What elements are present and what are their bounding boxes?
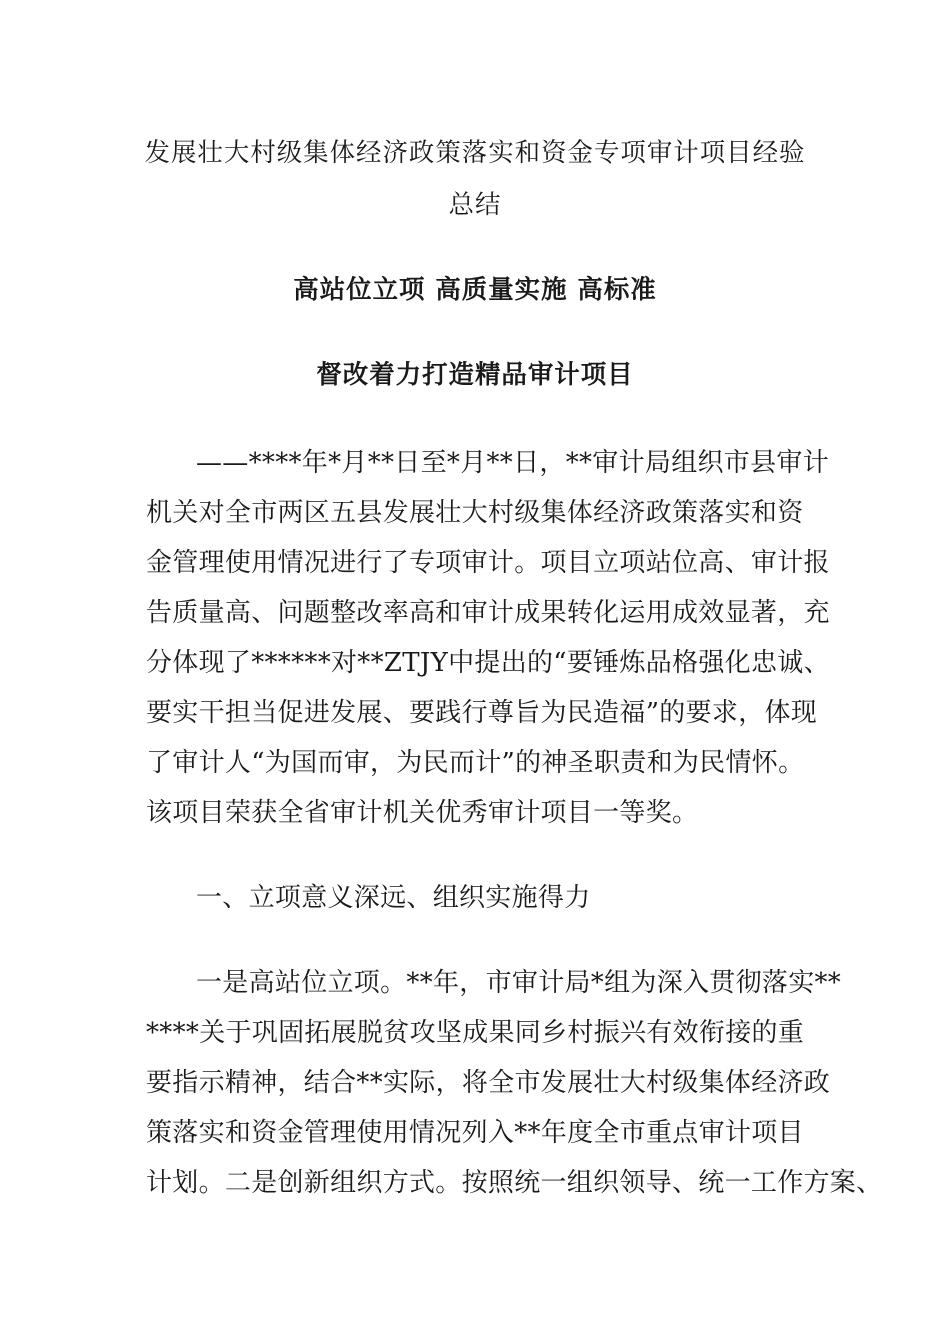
- para2-line-2: ****关于巩固拓展脱贫攻坚成果同乡村振兴有效衔接的重: [146, 1018, 805, 1048]
- document-title-line-2: 总结: [448, 190, 502, 220]
- intro-line-3: 金管理使用情况进行了专项审计。项目立项站位高、审计报: [146, 548, 830, 578]
- section-heading: 一、立项意义深远、组织实施得力: [196, 883, 591, 913]
- para2-line-3: 要指示精神，结合**实际，将全市发展壮大村级集体经济政: [146, 1068, 831, 1098]
- intro-line-2: 机关对全市两区五县发展壮大村级集体经济政策落实和资: [146, 498, 804, 528]
- intro-line-8: 该项目荣获全省审计机关优秀审计项目一等奖。: [146, 798, 699, 828]
- para2-line-4: 策落实和资金管理使用情况列入**年度全市重点审计项目: [146, 1118, 804, 1148]
- para2-line-1: 一是高站位立项。**年，市审计局*组为深入贯彻落实**: [196, 968, 842, 998]
- document-title-line-1: 发展壮大村级集体经济政策落实和资金专项审计项目经验: [144, 138, 806, 168]
- intro-line-4: 告质量高、问题整改率高和审计成果转化运用成效显著，充: [146, 598, 830, 628]
- subtitle-line-1: 高站位立项 高质量实施 高标准: [293, 275, 657, 305]
- para2-line-5: 计划。二是创新组织方式。按照统一组织领导、统一工作方案、: [146, 1168, 883, 1198]
- subtitle-line-2: 督改着力打造精品审计项目: [316, 360, 634, 390]
- intro-line-1: ——****年*月**日至*月**日，**审计局组织市县审计: [196, 448, 830, 478]
- intro-line-5: 分体现了******对**ZTJY中提出的“要锤炼品格强化忠诚、: [146, 648, 830, 678]
- intro-line-7: 了审计人“为国而审，为民而计”的神圣职责和为民情怀。: [146, 748, 805, 778]
- intro-line-6: 要实干担当促进发展、要践行尊旨为民造福”的要求，体现: [146, 698, 818, 728]
